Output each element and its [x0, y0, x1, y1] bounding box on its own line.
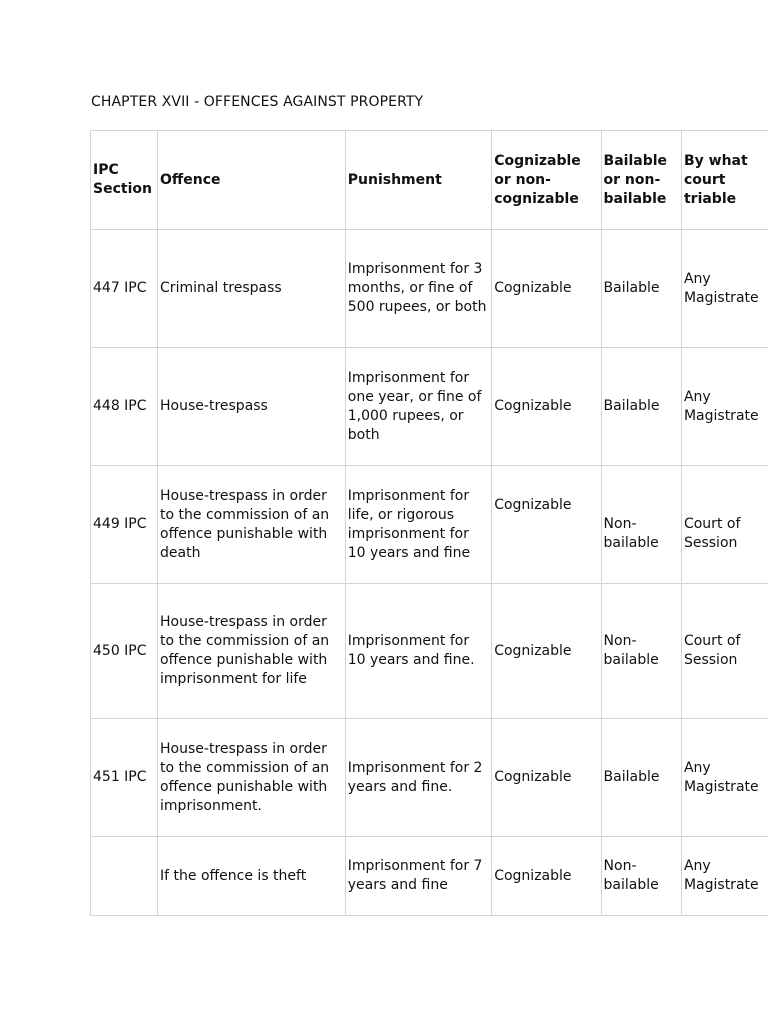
table-row — [91, 348, 768, 466]
cell-punishment: Imprisonment for 3 months, or fine of 500 rupees, or both — [345, 230, 491, 348]
cell-punishment: Imprisonment for 2 years and fine. — [345, 719, 491, 837]
offences-table-container — [90, 130, 768, 916]
cell-bailable: Bailable — [601, 230, 681, 348]
table-header-row — [91, 131, 768, 230]
offences-table — [90, 130, 768, 916]
table-row — [91, 584, 768, 719]
cell-offence: If the offence is theft — [158, 837, 346, 916]
cell-court: Any Magistrate — [681, 348, 768, 466]
cell-offence: House-trespass — [158, 348, 346, 466]
header-court: By what court triable — [681, 131, 768, 230]
cell-cognizable: Cognizable — [492, 466, 601, 584]
cell-punishment: Imprisonment for life, or rigorous imprisonment for 10 years and fine — [345, 466, 491, 584]
table-row — [91, 719, 768, 837]
table-row — [91, 466, 768, 584]
cell-punishment: Imprisonment for one year, or fine of 1,000 rupees, or both — [345, 348, 491, 466]
cell-cognizable: Cognizable — [492, 230, 601, 348]
table-row — [91, 230, 768, 348]
cell-cognizable: Cognizable — [492, 719, 601, 837]
cell-punishment: Imprisonment for 7 years and fine — [345, 837, 491, 916]
cell-bailable: Bailable — [601, 348, 681, 466]
cell-ipc-section: 449 IPC — [91, 466, 158, 584]
header-bailable: Bailable or non-bailable — [601, 131, 681, 230]
cell-cognizable: Cognizable — [492, 584, 601, 719]
cell-bailable: Bailable — [601, 719, 681, 837]
page-title: CHAPTER XVII - OFFENCES AGAINST PROPERTY — [91, 94, 424, 110]
cell-court: Court of Session — [681, 584, 768, 719]
header-punishment: Punishment — [345, 131, 491, 230]
header-cognizable: Cognizable or non-cognizable — [492, 131, 601, 230]
cell-offence: House-trespass in order to the commission of an offence punishable with imprisonment. — [158, 719, 346, 837]
cell-court: Court of Session — [681, 466, 768, 584]
cell-offence: Criminal trespass — [158, 230, 346, 348]
cell-cognizable: Cognizable — [492, 348, 601, 466]
cell-court: Any Magistrate — [681, 719, 768, 837]
cell-cognizable: Cognizable — [492, 837, 601, 916]
cell-offence: House-trespass in order to the commission of an offence punishable with death — [158, 466, 346, 584]
cell-court: Any Magistrate — [681, 230, 768, 348]
cell-ipc-section: 448 IPC — [91, 348, 158, 466]
cell-court: Any Magistrate — [681, 837, 768, 916]
cell-punishment: Imprisonment for 10 years and fine. — [345, 584, 491, 719]
cell-bailable: Non-bailable — [601, 466, 681, 584]
header-ipc-section: IPC Section — [91, 131, 158, 230]
cell-bailable: Non-bailable — [601, 837, 681, 916]
cell-ipc-section — [91, 837, 158, 916]
cell-offence: House-trespass in order to the commission of an offence punishable with imprisonment for life — [158, 584, 346, 719]
table-row — [91, 837, 768, 916]
cell-ipc-section: 447 IPC — [91, 230, 158, 348]
cell-bailable: Non-bailable — [601, 584, 681, 719]
header-offence: Offence — [158, 131, 346, 230]
cell-ipc-section: 451 IPC — [91, 719, 158, 837]
cell-ipc-section: 450 IPC — [91, 584, 158, 719]
